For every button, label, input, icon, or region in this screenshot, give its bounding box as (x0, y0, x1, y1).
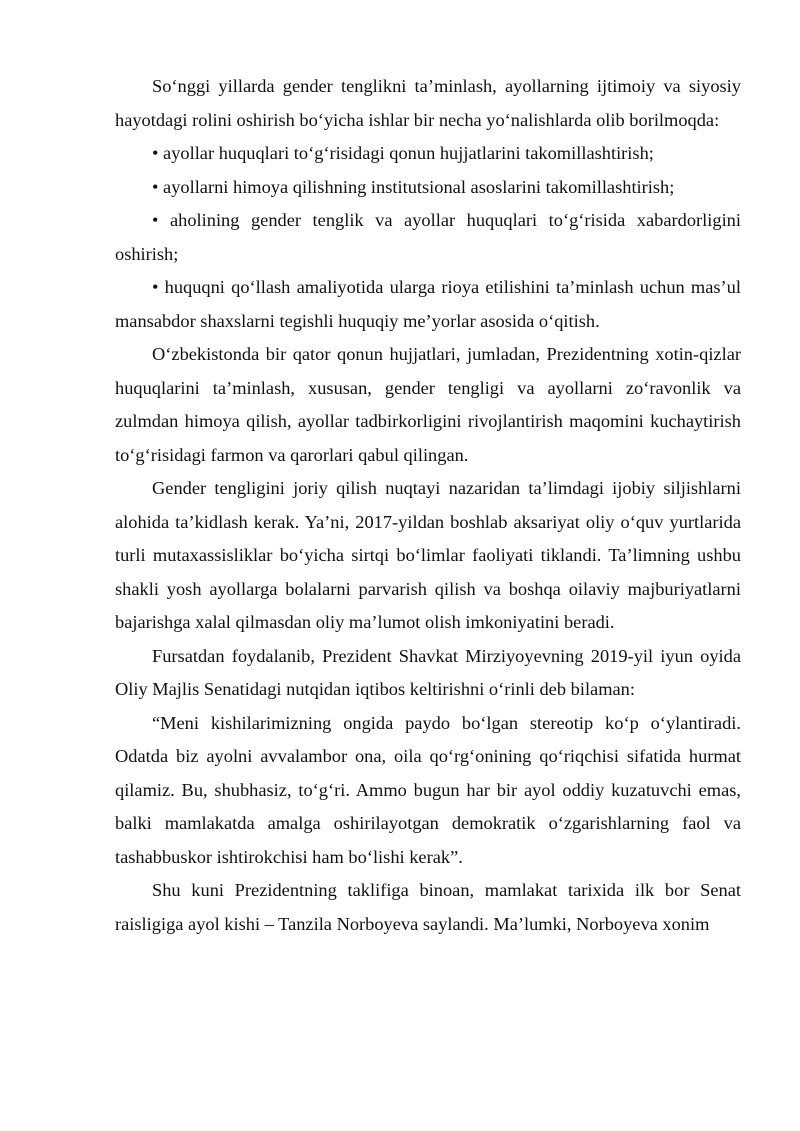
bullet-item: • aholining gender tenglik va ayollar huquqlari to‘g‘risida xabardorligini oshirish; (115, 210, 741, 264)
paragraph-senate: Shu kuni Prezidentning taklifiga binoan, mamlakat tarixida ilk bor Senat raisligiga ayol kishi – Tanzila Norboyeva saylandi. Ma’lumki, Norboyeva xonim (115, 880, 741, 934)
bullet-item: • huquqni qo‘llash amaliyotida ularga rioya etilishini ta’minlash uchun mas’ul mansabdor shaxslarni tegishli huquqiy me’yorlar asosida o‘qitish. (115, 277, 741, 331)
bullet-item: • ayollarni himoya qilishning institutsional asoslarini takomillashtirish; (152, 176, 675, 197)
paragraph-quote-intro: Fursatdan foydalanib, Prezident Shavkat Mirziyoyevning 2019-yil iyun oyida Oliy Majlis Senatidagi nutqidan iqtibos keltirishni o‘rinli deb bilaman: (115, 645, 741, 699)
paragraph-education: Gender tengligini joriy qilish nuqtayi nazaridan ta’limdagi ijobiy siljishlarni alohida ta’kidlash kerak. Ya’ni, 2017-yildan boshlab aksariyat oliy o‘quv yurtlarida turli mutaxassisliklar bo‘yicha sirtqi bo‘limlar faoliyati tiklandi. Ta’limning ushbu shakli yosh ayollarga bolalarni parvarish qilish va boshqa oilaviy majburiyatlarni bajarishga xalal qilmasdan oliy ma’lumot olish imkoniyatini beradi. (115, 478, 741, 632)
bullet-item: • ayollar huquqlari to‘g‘risidagi qonun hujjatlarini takomillashtirish; (152, 143, 654, 163)
paragraph-intro: So‘nggi yillarda gender tenglikni ta’minlash, ayollarning ijtimoiy va siyosiy hayotdagi rolini oshirish bo‘yicha ishlar bir necha yo‘nalishlarda olib borilmoqda: (115, 76, 741, 130)
paragraph-legislation: O‘zbekistonda bir qator qonun hujjatlari, jumladan, Prezidentning xotin-qizlar huquqlarini ta’minlash, xususan, gender tengligi va ayollarni zo‘ravonlik va zulmdan himoya qilish, ayollar tadbirkorligini rivojlantirish maqomini kuchaytirish to‘g‘risidagi farmon va qarorlari qabul qilingan. (115, 344, 741, 465)
document-page (115, 70, 741, 941)
paragraph-quote: “Meni kishilarimizning ongida paydo bo‘lgan stereotip ko‘p o‘ylantiradi. Odatda biz ayolni avvalambor ona, oila qo‘rg‘onining qo‘riqchisi sifatida hurmat qilamiz. Bu, shubhasiz, to‘g‘ri. Ammo bugun har bir ayol oddiy kuzatuvchi emas, balki mamlakatda amalga oshirilayotgan demokratik o‘zgarishlarning faol va tashabbuskor ishtirokchisi ham bo‘lishi kerak”. (115, 712, 741, 867)
